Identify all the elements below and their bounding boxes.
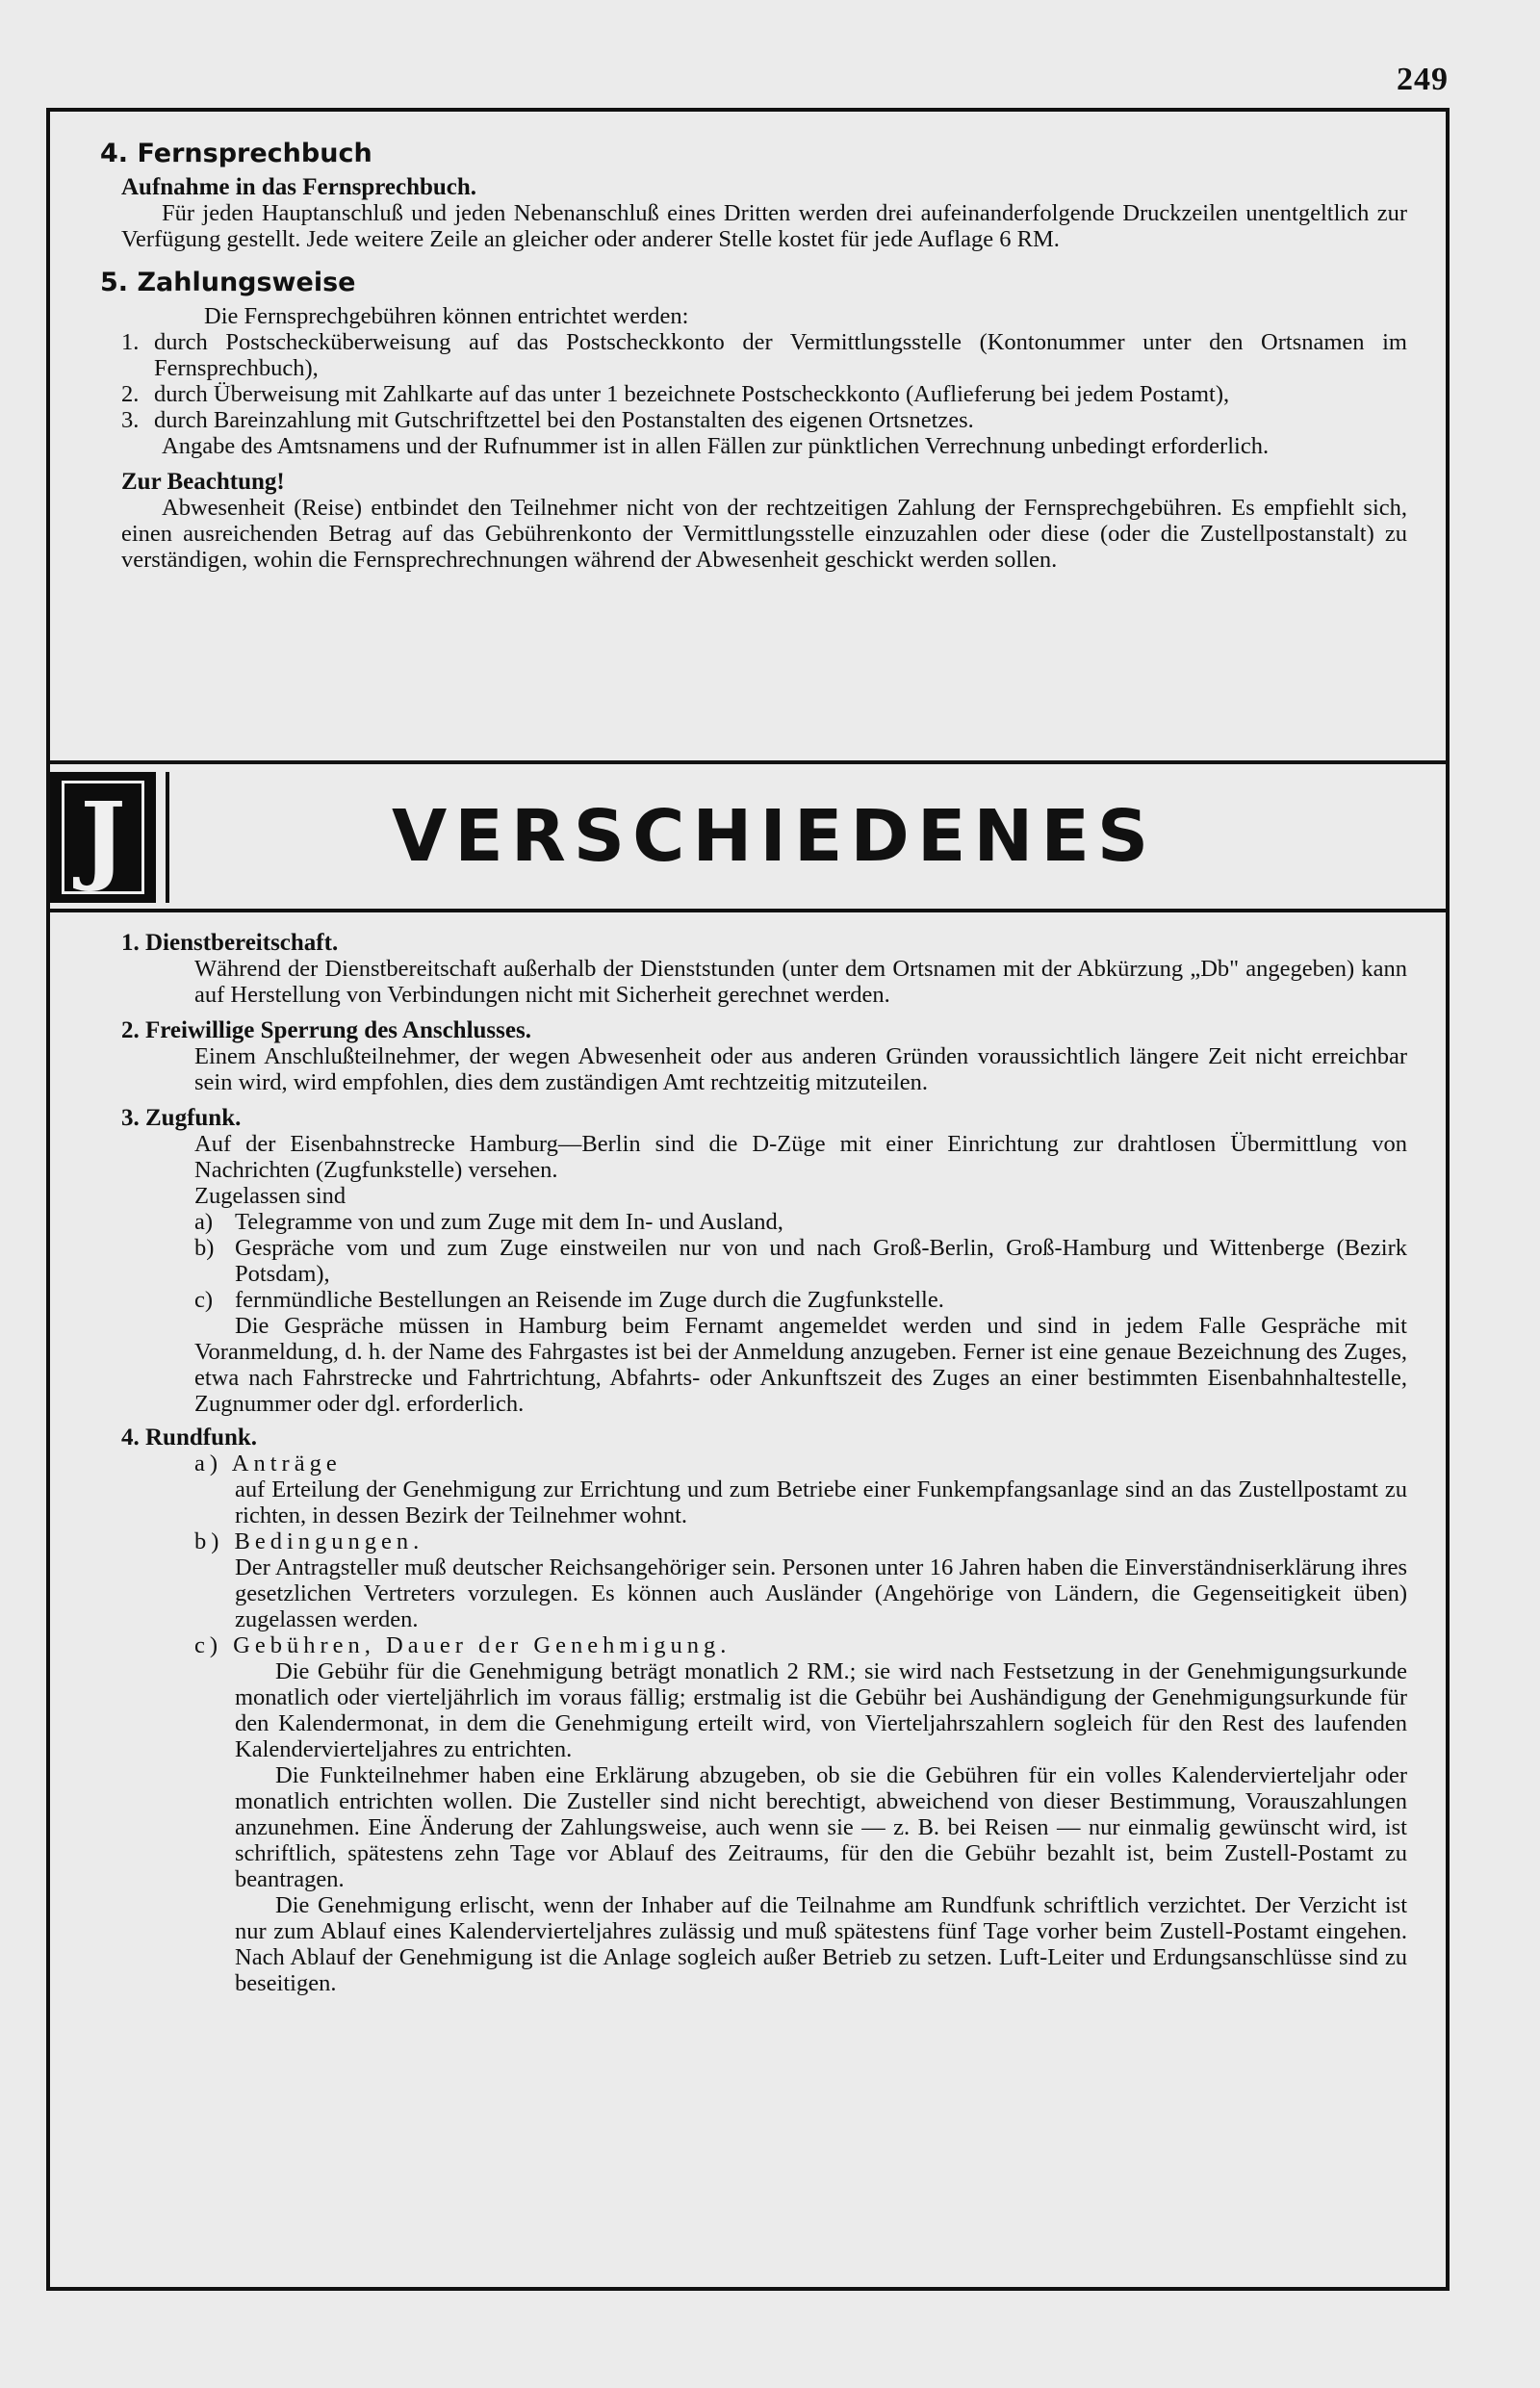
list-text: Telegramme von und zum Zuge mit dem In- und Ausland,	[235, 1209, 783, 1235]
list-text: durch Bareinzahlung mit Gutschriftzettel bei den Postanstalten des eigenen Ortsnetzes.	[154, 407, 974, 433]
list-item	[194, 1287, 1407, 1313]
v4-heading: 4. Rundfunk.	[121, 1425, 258, 1451]
v1-text: Während der Dienstbereitschaft außerhalb der Dienststunden (unter dem Ortsnamen mit der Abkürzung „Db" angegeben) kann auf Herstellung von Verbindungen nicht mit Sicherheit gerechnet werden.	[194, 956, 1407, 1008]
content-frame	[46, 108, 1450, 2291]
v2-heading: 2. Freiwillige Sperrung des Anschlusses.	[121, 1017, 531, 1043]
chapter-letter: J	[62, 781, 144, 894]
list-number: a)	[194, 1209, 214, 1235]
list-text: fernmündliche Bestellungen an Reisende im Zuge durch die Zugfunkstelle.	[235, 1287, 944, 1313]
list-number: 3.	[121, 407, 140, 433]
payment-methods-list	[79, 329, 1407, 433]
list-item	[121, 381, 1407, 407]
section-4-subheading: Aufnahme in das Fernsprechbuch.	[121, 174, 477, 200]
section-5-note: Angabe des Amtsnamens und der Rufnummer ist in allen Fällen zur pünktlichen Verrechnung unbedingt erforderlich.	[162, 433, 1270, 459]
list-item	[121, 329, 1407, 381]
v3-heading: 3. Zugfunk.	[121, 1105, 242, 1131]
v4-a-label: a) Anträge	[194, 1451, 342, 1476]
attention-text: Abwesenheit (Reise) entbindet den Teilnehmer nicht von der rechtzeitigen Zahlung der Fernsprechgebühren. Es empfiehlt sich, einen ausreichenden Betrag auf das Gebührenkonto der Vermittlungsstelle einzuzahlen oder diese (oder die Zustellpostanstalt) zu verständigen, wohin die Fernsprechrechnungen während der Abwesenheit geschickt werden sollen.	[121, 495, 1407, 573]
section-4-text: Für jeden Hauptanschluß und jeden Nebenanschluß eines Dritten werden drei aufeinanderfolgende Druckzeilen unentgeltlich zur Verfügung gestellt. Jede weitere Zeile an gleicher oder anderer Stelle kostet für jede Auflage 6 RM.	[121, 200, 1407, 252]
v4-b-text: Der Antragsteller muß deutscher Reichsangehöriger sein. Personen unter 16 Jahren haben die Einverständniserklärung ihres gesetzlichen Vertreters vorzulegen. Es können auch Ausländer (Angehörige von Ländern, die Gegenseitigkeit üben) zugelassen werden.	[235, 1554, 1407, 1632]
list-number: 2.	[121, 381, 140, 407]
v3-text2: Die Gespräche müssen in Hamburg beim Fernamt angemeldet werden und sind in jedem Falle Gespräche mit Voranmeldung, d. h. der Name des Fahrgastes ist bei der Anmeldung anzugeben. Ferner ist eine genaue Bezeichnung des Zuges, etwa nach Fahrstrecke und Fahrtrichtung, Abfahrts- oder Ankunftszeit des Zuges an einer bestimmten Eisenbahnhaltestelle, Zugnummer oder dgl. erforderlich.	[194, 1313, 1407, 1417]
list-text: durch Postschecküberweisung auf das Postscheckkonto der Vermittlungsstelle (Kontonummer unter den Ortsnamen im Fernsprechbuch),	[154, 329, 1407, 381]
section-5-heading: 5. Zahlungsweise	[100, 268, 356, 297]
list-text: Gespräche vom und zum Zuge einstweilen nur von und nach Groß-Berlin, Groß-Hamburg und Wittenberge (Bezirk Potsdam),	[235, 1235, 1407, 1287]
list-item	[194, 1235, 1407, 1287]
v4-c-text3: Die Genehmigung erlischt, wenn der Inhaber auf die Teilnahme am Rundfunk schriftlich verzichtet. Der Verzicht ist nur zum Ablauf eines Kalendervierteljahres zulässig und muß spätestens fünf Tage vorher beim Zustell-Postamt eingehen. Nach Ablauf der Genehmigung ist die Anlage sogleich außer Betrieb zu setzen. Luft-Leiter und Erdungsanschlüsse sind zu beseitigen.	[235, 1892, 1407, 1996]
v2-text: Einem Anschlußteilnehmer, der wegen Abwesenheit oder aus anderen Gründen voraussichtlich längere Zeit nicht erreichbar sein wird, wird empfohlen, dies dem zuständigen Amt rechtzeitig mitzuteilen.	[194, 1043, 1407, 1095]
page-number: 249	[1397, 62, 1449, 97]
chapter-rule	[166, 772, 169, 903]
chapter-letter-box	[50, 772, 156, 903]
v1-heading: 1. Dienstbereitschaft.	[121, 930, 339, 956]
lower-section	[79, 930, 1407, 1996]
list-number: 1.	[121, 329, 140, 355]
divider-top	[50, 760, 1446, 764]
divider-bottom	[50, 909, 1446, 912]
v4-b-label: b) Bedingungen.	[194, 1528, 424, 1554]
v4-a-text: auf Erteilung der Genehmigung zur Errichtung und zum Betriebe einer Funkempfangsanlage sind an das Zustellpostamt zu richten, in dessen Bezirk der Teilnehmer wohnt.	[235, 1476, 1407, 1528]
v4-c-text2: Die Funkteilnehmer haben eine Erklärung abzugeben, ob sie die Gebühren für ein volles Kalendervierteljahr oder monatlich entrichten wollen. Die Zusteller sind nicht berechtigt, abweichend von dieser Bestimmung, Vorauszahlungen anzunehmen. Eine Änderung der Zahlungsweise, auch wenn sie — z. B. bei Reisen — nur einmalig gewünscht wird, ist schriftlich, spätestens zehn Tage vor Ablauf des Zeitraums, für den die Gebühr bezahlt ist, beim Zustell-Postamt zu beantragen.	[235, 1762, 1407, 1892]
list-number: c)	[194, 1287, 214, 1313]
list-text: durch Überweisung mit Zahlkarte auf das unter 1 bezeichnete Postscheckkonto (Auflieferung bei jedem Postamt),	[154, 381, 1230, 407]
list-item	[121, 407, 1407, 433]
chapter-title: VERSCHIEDENES	[392, 795, 1157, 878]
v4-c-text1: Die Gebühr für die Genehmigung beträgt monatlich 2 RM.; sie wird nach Festsetzung in der Genehmigungsurkunde monatlich oder vierteljährlich im voraus fällig; erstmalig ist die Gebühr bei Aushändigung der Genehmigungsurkunde für den Kalendermonat, in dem die Genehmigung erteilt wird, von Vierteljahrszahlern sogleich für den Rest des laufenden Kalendervierteljahres zu entrichten.	[235, 1658, 1407, 1762]
section-5-intro: Die Fernsprechgebühren können entrichtet werden:	[204, 303, 689, 329]
upper-section	[79, 141, 1407, 573]
attention-label: Zur Beachtung!	[121, 469, 285, 495]
v3-admitted: Zugelassen sind	[194, 1183, 346, 1209]
v3-text: Auf der Eisenbahnstrecke Hamburg—Berlin sind die D-Züge mit einer Einrichtung zur drahtlosen Übermittlung von Nachrichten (Zugfunkstelle) versehen.	[194, 1131, 1407, 1183]
section-4-heading: 4. Fernsprechbuch	[100, 139, 372, 168]
v4-c-label: c) Gebühren, Dauer der Genehmigung.	[194, 1632, 732, 1658]
list-number: b)	[194, 1235, 215, 1261]
list-item	[194, 1209, 1407, 1235]
